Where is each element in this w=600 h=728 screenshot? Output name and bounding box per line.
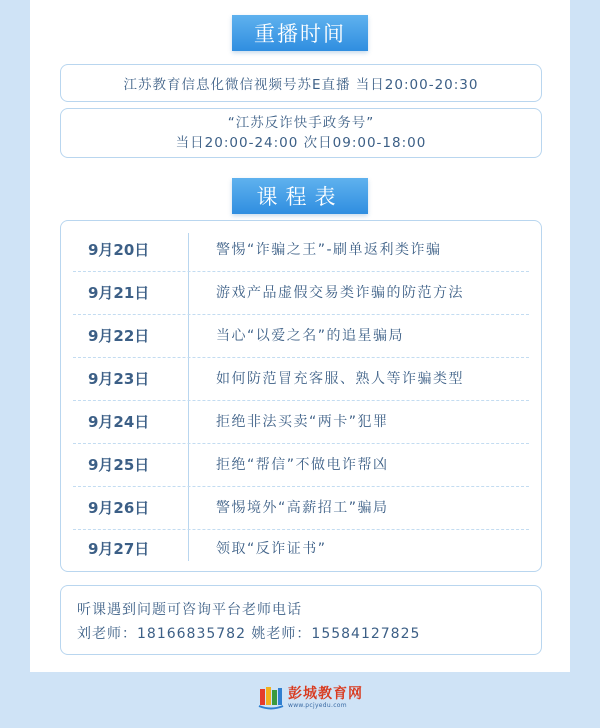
schedule-date: 9月23日: [88, 369, 150, 388]
schedule-row: [61, 357, 541, 399]
replay-line-times: 当日20:00-24:00 次日09:00-18:00: [175, 135, 427, 151]
schedule-title: 领取“反诈证书”: [216, 541, 327, 557]
contact-note: 听课遇到问题可咨询平台老师电话: [77, 602, 302, 618]
schedule-row: [61, 228, 541, 270]
schedule-date: 9月22日: [88, 326, 150, 345]
schedule-row: [61, 400, 541, 442]
logo-name: 彭城教育网: [288, 686, 363, 702]
schedule-date: 9月20日: [88, 240, 150, 259]
replay-line-wechat: 江苏教育信息化微信视频号苏E直播 当日20:00-20:30: [123, 77, 479, 93]
schedule-date: 9月27日: [88, 539, 150, 558]
schedule-table: [60, 220, 542, 572]
schedule-title: 游戏产品虚假交易类诈骗的防范方法: [216, 285, 464, 301]
logo-url: www.pcjyedu.com: [288, 702, 347, 709]
schedule-row: [61, 486, 541, 528]
replay-line-kuaishou: “江苏反诈快手政务号”: [227, 115, 375, 131]
contact-box: [60, 585, 542, 655]
schedule-date: 9月21日: [88, 283, 150, 302]
schedule-title: 当心“以爱之名”的追星骗局: [216, 328, 405, 344]
schedule-row: [61, 314, 541, 356]
schedule-date: 9月26日: [88, 498, 150, 517]
schedule-title: 警惕境外“高薪招工”骗局: [216, 500, 389, 516]
replay-info-box: [60, 64, 542, 102]
replay-heading: 重播时间: [232, 15, 368, 51]
schedule-heading: 课程表: [232, 178, 368, 214]
site-logo: [258, 686, 363, 710]
contact-teachers: 刘老师：18166835782 姚老师：15584127825: [77, 626, 421, 642]
schedule-row: [61, 271, 541, 313]
schedule-title: 拒绝非法买卖“两卡”犯罪: [216, 414, 389, 430]
schedule-title: 如何防范冒充客服、熟人等诈骗类型: [216, 371, 464, 387]
schedule-date: 9月24日: [88, 412, 150, 431]
schedule-title: 拒绝“帮信”不做电诈帮凶: [216, 457, 389, 473]
schedule-row: [61, 443, 541, 485]
replay-kuaishou-box: [60, 108, 542, 158]
books-icon: [258, 686, 284, 710]
schedule-title: 警惕“诈骗之王”-刷单返利类诈骗: [216, 242, 442, 258]
schedule-row: [61, 527, 541, 569]
schedule-date: 9月25日: [88, 455, 150, 474]
